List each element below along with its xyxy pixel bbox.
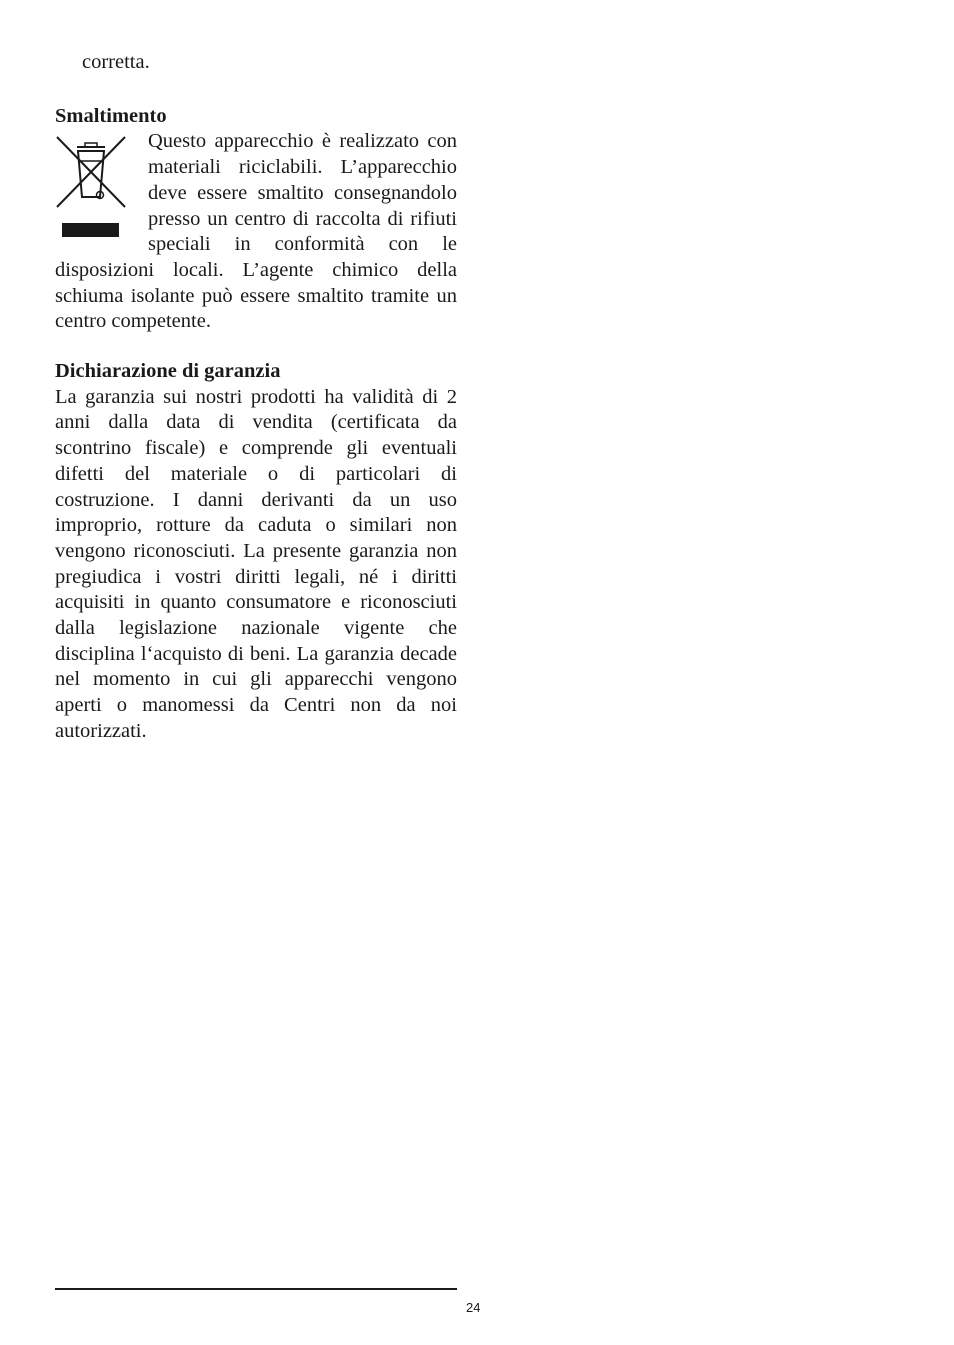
weee-crossed-bin-icon — [55, 129, 148, 255]
spacer — [55, 335, 457, 359]
warranty-body: La garanzia sui nostri prodotti ha validità di 2 anni dalla data di vendita (certificata da scontrino fiscale) e comprende gli eventuali difetti del materiale o di particolari di costruzione. I danni derivanti da un uso improprio, rotture da caduta o similari non vengono riconosciuti. La presente garanzia non pregiudica i vostri diritti legali, né i diritti acquisiti in quanto consumatore e riconosciuti dalla legislazione nazionale vigente che disciplina l‘acquisto di beni. La garanzia decade nel momento in cui gli apparecchi vengono aperti o manomessi da Centri non da noi autorizzati. — [55, 385, 457, 742]
spacer — [55, 76, 457, 104]
section-heading-disposal: Smaltimento — [55, 104, 167, 127]
section-heading-warranty: Dichiarazione di garanzia — [55, 360, 281, 383]
disposal-body: Questo apparecchio è realizzato con materiali riciclabili. L’apparecchio deve essere smaltito consegnandolo presso un centro di raccolta di rifiuti speciali in conformità con le disposizioni locali. L’agente chimico della schiuma isolante può essere smaltito tramite un centro competente. — [55, 130, 457, 333]
page-number: 24 — [466, 1300, 481, 1315]
text-column — [55, 50, 457, 745]
continuation-text: corretta. — [82, 51, 150, 73]
footer-rule — [55, 1288, 457, 1290]
